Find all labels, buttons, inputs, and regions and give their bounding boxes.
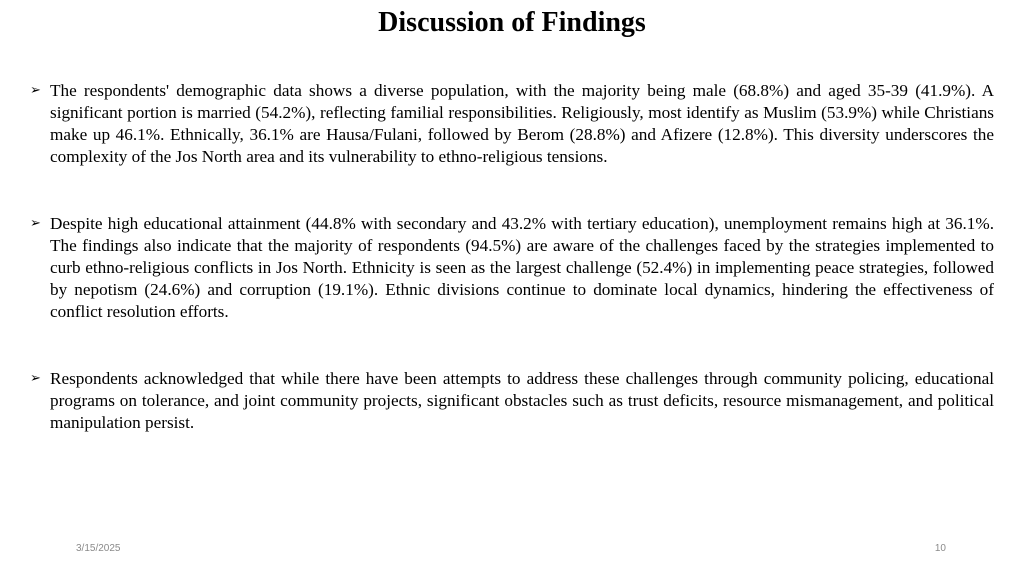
- bullet-text: Respondents acknowledged that while there have been attempts to address these challenges through community policing, educational programs on tolerance, and joint community projects, significant obstacles such as trust deficits, resource mismanagement, and political manipulation persist.: [50, 369, 994, 432]
- arrow-bullet-icon: ➢: [30, 216, 41, 231]
- arrow-bullet-icon: ➢: [30, 371, 41, 386]
- slide-number: 10: [934, 543, 946, 554]
- bullet-item: [30, 80, 994, 168]
- bullet-list: [30, 80, 994, 434]
- bullet-text: The respondents' demographic data shows a diverse population, with the majority being male (68.8%) and aged 35-39 (41.9%). A significant portion is married (54.2%), reflecting familial responsibilities. Religiously, most identify as Muslim (53.9%) while Christians make up 46.1%. Ethnically, 36.1% are Hausa/Fulani, followed by Berom (28.8%) and Afizere (12.8%). This diversity underscores the complexity of the Jos North area and its vulnerability to ethno-religious tensions.: [50, 81, 994, 166]
- bullet-item: [30, 368, 994, 434]
- slide-title: Discussion of Findings: [378, 7, 646, 38]
- bullet-text: Despite high educational attainment (44.8% with secondary and 43.2% with tertiary education), unemployment remains high at 36.1%. The findings also indicate that the majority of respondents (94.5%) are aware of the challenges faced by the strategies implemented to curb ethno-religious conflicts in Jos North. Ethnicity is seen as the largest challenge (52.4%) in implementing peace strategies, followed by nepotism (24.6%) and corruption (19.1%). Ethnic divisions continue to dominate local dynamics, hindering the effectiveness of conflict resolution efforts.: [50, 214, 994, 321]
- bullet-item: [30, 213, 994, 323]
- footer-date: 3/15/2025: [76, 543, 121, 554]
- arrow-bullet-icon: ➢: [30, 83, 41, 98]
